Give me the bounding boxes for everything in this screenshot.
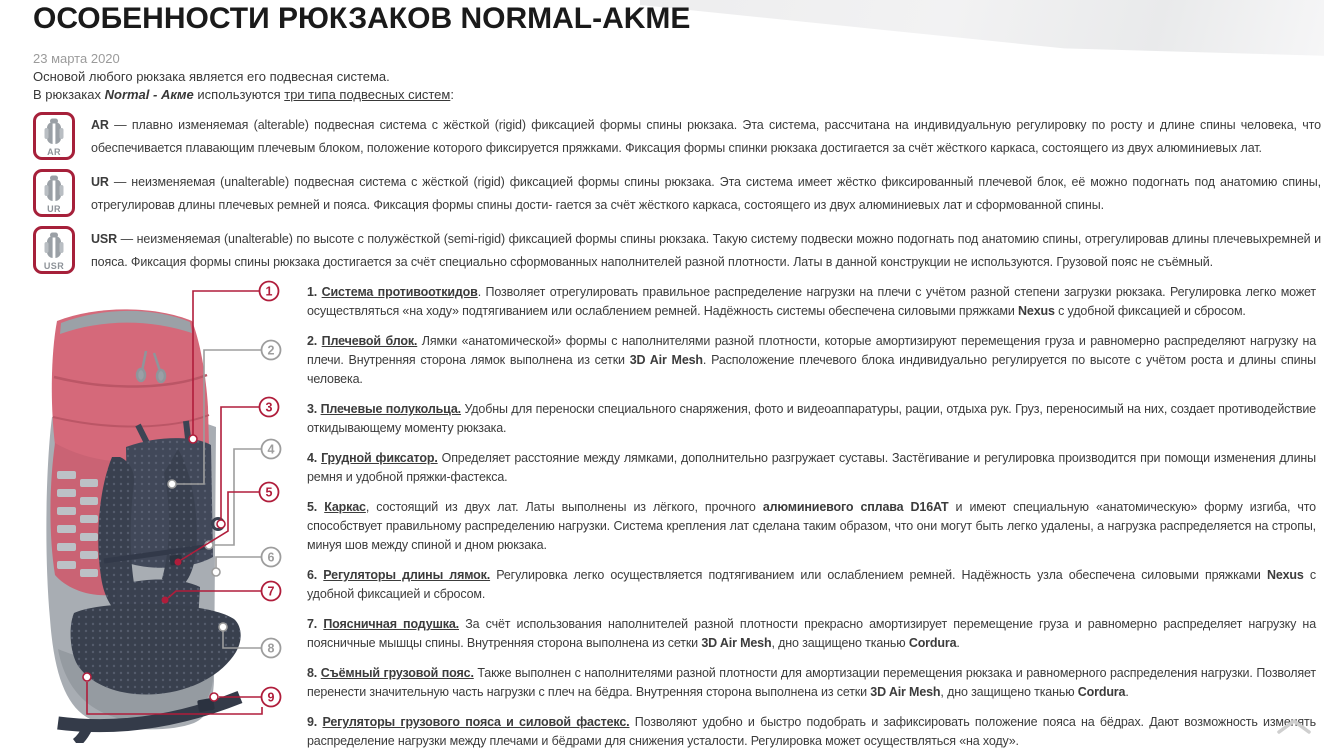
chevron-up-icon bbox=[1276, 717, 1312, 737]
ur-badge-label: UR bbox=[47, 204, 61, 214]
suspension-system-usr bbox=[33, 226, 1321, 274]
ar-system-badge bbox=[33, 112, 75, 160]
feature-item-7: 7. Поясничная подушка. За счёт использования наполнителей разной плотности прекрасно амортизирует перемещение груза и равномерно распределяет нагрузку на поясничные мышцы спины. Внутренняя сторона выполнена из сетки 3D Air Mesh, дно защищено тканью Cordura. bbox=[307, 617, 1316, 650]
feature-item-2: 2. Плечевой блок. Лямки «анатомической» формы с наполнителями разной плотности, которые амортизируют перемещения груза и равномерно распределяют нагрузку на плечи. Внутренняя сторона лямок выполнена из сетки 3D Air Mesh. Расположение плечевого блока индивидуально регулируется по высоте с учётом роста и длины спины человека. bbox=[307, 334, 1317, 386]
feature-item-5: 5. Каркас, состоящий из двух лат. Латы выполнены из лёгкого, прочного алюминиевого сплава D16AT и имеют специальную «анатомическую» форму изгиба, что способствует правильному распределению нагрузки. Система крепления лат сделана таким образом, что они могут быть легко удалены, а нагрузка распределяется на стропы, минуя шов между спиной и дном рюкзака. bbox=[307, 500, 1316, 552]
publish-date: 23 марта 2020 bbox=[33, 51, 120, 66]
feature-item-6: 6. Регуляторы длины лямок. Регулировка легко осуществляется подтягиванием или ослаблением ремней. Надёжность узла обеспечена силовыми пряжками Nexus с удобной фиксацией и сбросом. bbox=[307, 568, 1316, 601]
backpack-illustration bbox=[0, 279, 307, 743]
callout-3-number: 3 bbox=[265, 400, 273, 415]
callout-9-number: 9 bbox=[267, 690, 275, 705]
callout-7-number: 7 bbox=[267, 584, 275, 599]
usr-badge-label: USR bbox=[43, 261, 65, 271]
callout-6-number: 6 bbox=[267, 550, 275, 565]
callout-5-number: 5 bbox=[265, 485, 273, 500]
callout-3 bbox=[217, 398, 279, 529]
intro-line-2: В рюкзаках Normal - Акме используются три типа подвесных систем: bbox=[33, 87, 454, 102]
usr-system-badge bbox=[33, 226, 75, 274]
callout-8-number: 8 bbox=[267, 641, 275, 656]
backpack-pictogram-icon bbox=[42, 232, 66, 262]
feature-item-8: 8. Съёмный грузовой пояс. Также выполнен с наполнителями разной плотности для амортизации перемещения рюкзака и равномерного распределения нагрузки. Позволяет перенести значительную часть нагрузки с плеч на бёдра. Внутренняя сторона выполнена из сетки 3D Air Mesh, дно защищено тканью Cordura. bbox=[307, 666, 1316, 699]
callout-2-number: 2 bbox=[267, 343, 275, 358]
backpack-pictogram-icon bbox=[42, 118, 66, 148]
ar-badge-label: AR bbox=[47, 147, 61, 157]
header-background-decoration bbox=[640, 0, 1324, 62]
feature-item-4: 4. Грудной фиксатор. Определяет расстояние между лямками, дополнительно разгружает суставы. Застёгивание и регулировка производится при помощи изменения длины ремня и удобной пряжки-фастекса. bbox=[307, 451, 1316, 484]
intro-line-1: Основой любого рюкзака является его подвесная система. bbox=[33, 69, 390, 84]
ar-system-text: AR — плавно изменяемая (alterable) подвесная система с жёсткой (rigid) фиксацией формы спины рюкзака. Эта система, рассчитана на индивидуальную регулировку по росту и длине спины человека, что обеспечивается плавающим плечевым блоком, положение которого фиксируется пряжками. Фиксация формы спинки рюкзака достигается за счёт жёсткого каркаса, состоящего из двух алюминиевых лат. bbox=[91, 118, 1321, 155]
ur-system-badge bbox=[33, 169, 75, 217]
callout-6 bbox=[212, 548, 281, 577]
backpack-pictogram-icon bbox=[42, 175, 66, 205]
features-list bbox=[307, 279, 1324, 748]
feature-item-1: 1. Система противооткидов. Позволяет отрегулировать правильное распределение нагрузки на плечи с учётом разной степени загрузки рюкзака. Регулировка легко может осуществляться «на ходу» подтягиванием или ослаблением ремней. Надёжность системы обеспечена силовыми пряжками Nexus с удобной фиксацией и сбросом. bbox=[307, 285, 1316, 318]
suspension-system-ar bbox=[33, 112, 1321, 160]
page-title: ОСОБЕННОСТИ РЮКЗАКОВ NORMAL-AKME bbox=[33, 2, 691, 35]
backpack-diagram bbox=[0, 279, 307, 743]
feature-item-3: 3. Плечевые полукольца. Удобны для переноски специального снаряжения, фото и видеоаппаратуры, рации, отдыха рук. Груз, переносимый на них, создает противодействие откидывающему моменту рюкзака. bbox=[307, 402, 1316, 435]
ur-system-text: UR — неизменяемая (unalterable) подвесная система с жёсткой (rigid) фиксацией формы спины рюкзака. Эта система имеет жёстко фиксированный плечевой блок, её можно подогнать под анатомию спины, отрегулировав длины плечевых ремней и пояса. Фиксация формы спины дости- гается за счёт жёсткого каркаса, состоящего из двух алюминиевых лат и сформованной спины. bbox=[91, 175, 1321, 212]
suspension-system-ur bbox=[33, 169, 1321, 217]
callout-4-number: 4 bbox=[267, 442, 275, 457]
callout-1-number: 1 bbox=[265, 284, 273, 299]
feature-item-9: 9. Регуляторы грузового пояса и силовой фастекс. Позволяют удобно и быстро подобрать и зафиксировать положение пояса на бёдрах. Дают возможность изменять распределение нагрузки между плечами и бёдрами для снижения усталости. Регулировка может осуществляться «на ходу». bbox=[307, 715, 1316, 748]
suspension-systems-list bbox=[33, 112, 1321, 274]
scroll-top-button[interactable] bbox=[1276, 717, 1312, 737]
usr-system-text: USR — неизменяемая (unalterable) по высоте с полужёсткой (semi-rigid) фиксацией формы спины рюкзака. Такую систему подвески можно подогнать под анатомию спины, отрегулировав длины плечевыхремней и пояса. Фиксация формы спины рюкзака достигается за счёт специально сформованных наполнителей разной плотности. Латы в данной конструкции не используются. Грузовой пояс не съёмный. bbox=[91, 232, 1321, 269]
main-content bbox=[0, 279, 1324, 748]
